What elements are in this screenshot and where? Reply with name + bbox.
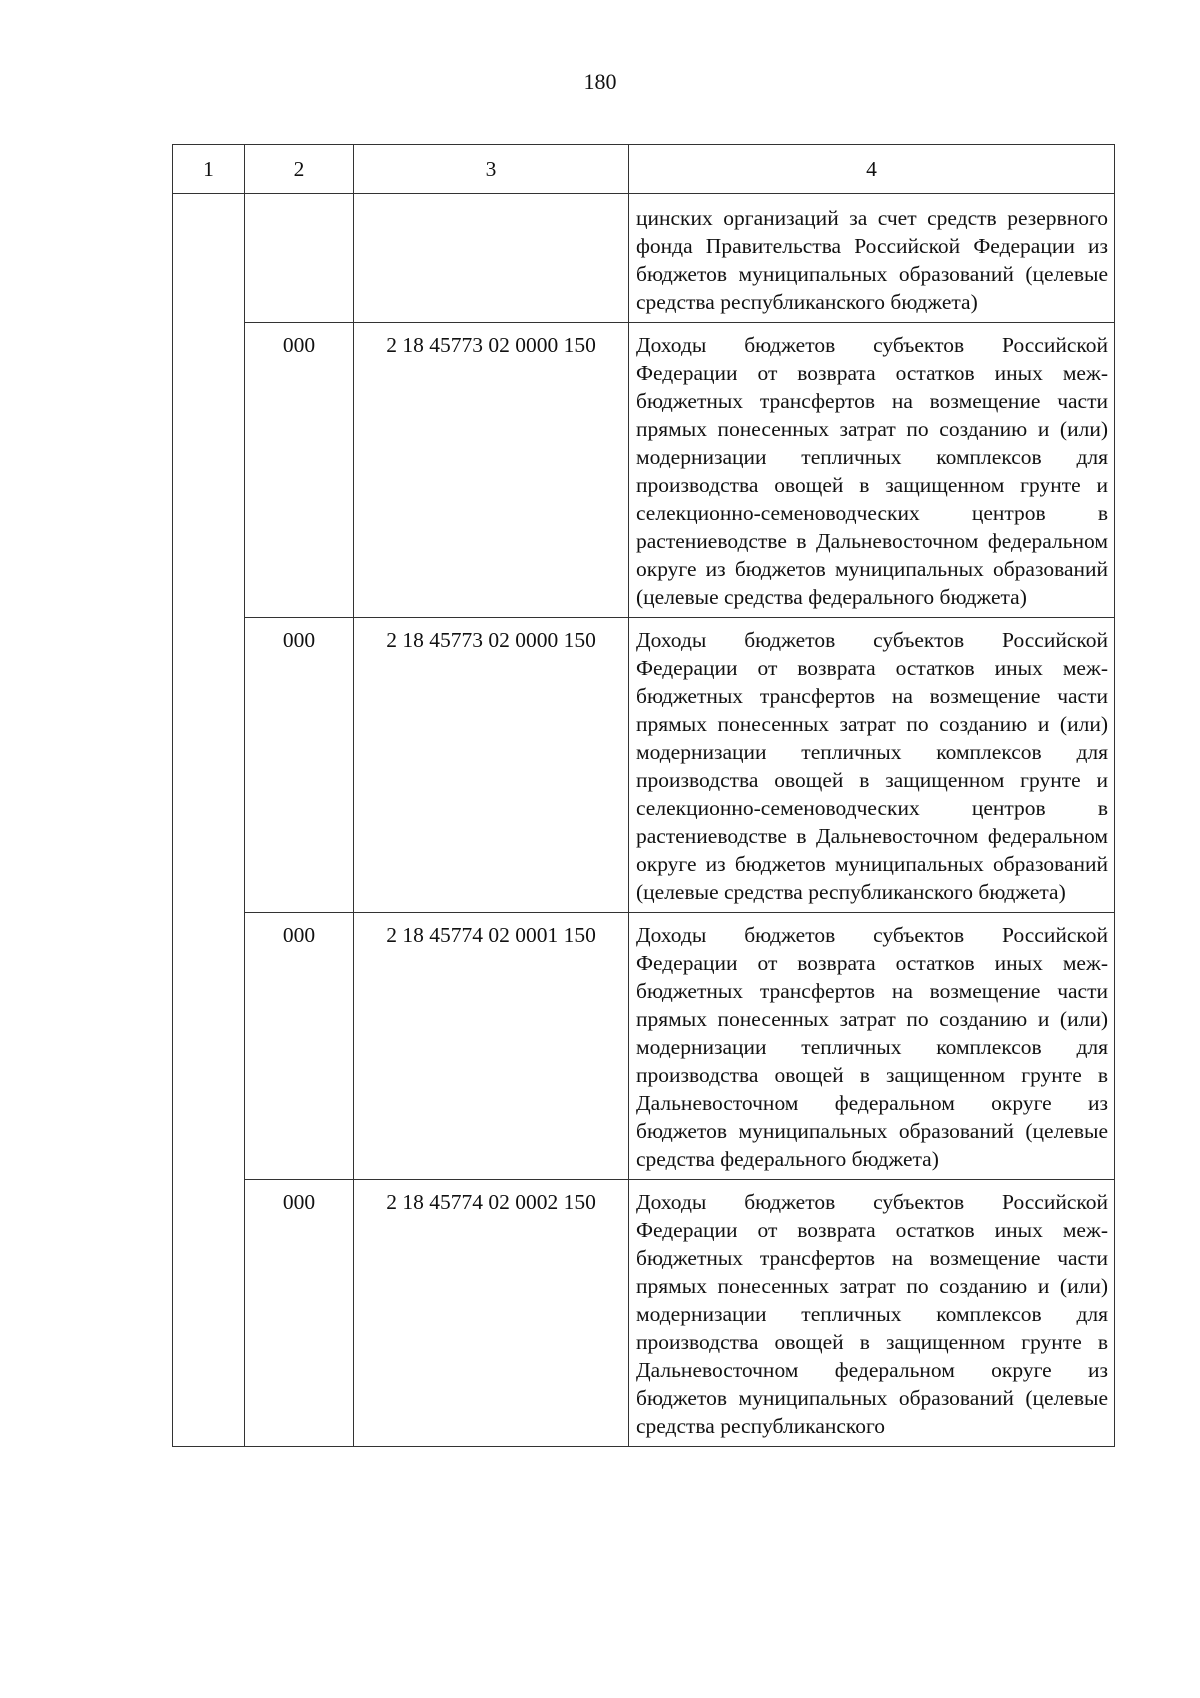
- row-admin-code: 000: [245, 323, 354, 618]
- row-description: Доходы бюджетов субъектов Российской Федерации от возврата остатков иных межбюджетных трансфертов на возмещение части прямых понесенных затрат по созданию и (или) модернизации тепличных комплексов для производства овощей в защищенном грунте и селекционно-семеноводческих центров в растениеводстве в Дальневосточном федеральном округе из бюджетов муниципальных образований (целевые средства республиканского бюджета): [629, 618, 1115, 913]
- row-revenue-code: [354, 194, 629, 323]
- table-row: [173, 323, 1115, 618]
- page-number: 180: [583, 69, 617, 94]
- table-header-row: [173, 145, 1115, 194]
- row-admin-code: 000: [245, 1180, 354, 1447]
- header-col-4: 4: [629, 145, 1115, 194]
- header-col-2: 2: [245, 145, 354, 194]
- row-revenue-code: 2 18 45773 02 0000 150: [354, 618, 629, 913]
- row-admin-code: 000: [245, 618, 354, 913]
- table-row: [173, 913, 1115, 1180]
- table-row: [173, 1180, 1115, 1447]
- table-row: [173, 194, 1115, 323]
- header-col-3: 3: [354, 145, 629, 194]
- row-description: Доходы бюджетов субъектов Российской Федерации от возврата остатков иных межбюджетных трансфертов на возмещение части прямых понесенных затрат по созданию и (или) модернизации тепличных комплексов для производства овощей в защищенном грунте в Дальневосточном федеральном округе из бюджетов муниципальных образований (целевые средства республиканского: [629, 1180, 1115, 1447]
- row-description: Доходы бюджетов субъектов Российской Федерации от возврата остатков иных межбюджетных трансфертов на возмещение части прямых понесенных затрат по созданию и (или) модернизации тепличных комплексов для производства овощей в защищенном грунте в Дальневосточном федеральном округе из бюджетов муниципальных образований (целевые средства федерального бюджета): [629, 913, 1115, 1180]
- row-col-1-merged: [173, 194, 245, 1447]
- row-revenue-code: 2 18 45773 02 0000 150: [354, 323, 629, 618]
- row-description: цинских организаций за счет средств резервного фонда Правительства Российской Федерации из бюджетов муниципальных образований (целевые средства республиканского бюджета): [629, 194, 1115, 323]
- header-col-1: 1: [173, 145, 245, 194]
- row-admin-code: 000: [245, 913, 354, 1180]
- row-admin-code: [245, 194, 354, 323]
- row-description: Доходы бюджетов субъектов Российской Федерации от возврата остатков иных межбюджетных трансфертов на возмещение части прямых понесенных затрат по созданию и (или) модернизации тепличных комплексов для производства овощей в защищенном грунте и селекционно-семеноводческих центров в растениеводстве в Дальневосточном федеральном округе из бюджетов муниципальных образований (целевые средства федерального бюджета): [629, 323, 1115, 618]
- budget-classification-table: [172, 144, 1115, 1447]
- row-revenue-code: 2 18 45774 02 0001 150: [354, 913, 629, 1180]
- row-revenue-code: 2 18 45774 02 0002 150: [354, 1180, 629, 1447]
- table-row: [173, 618, 1115, 913]
